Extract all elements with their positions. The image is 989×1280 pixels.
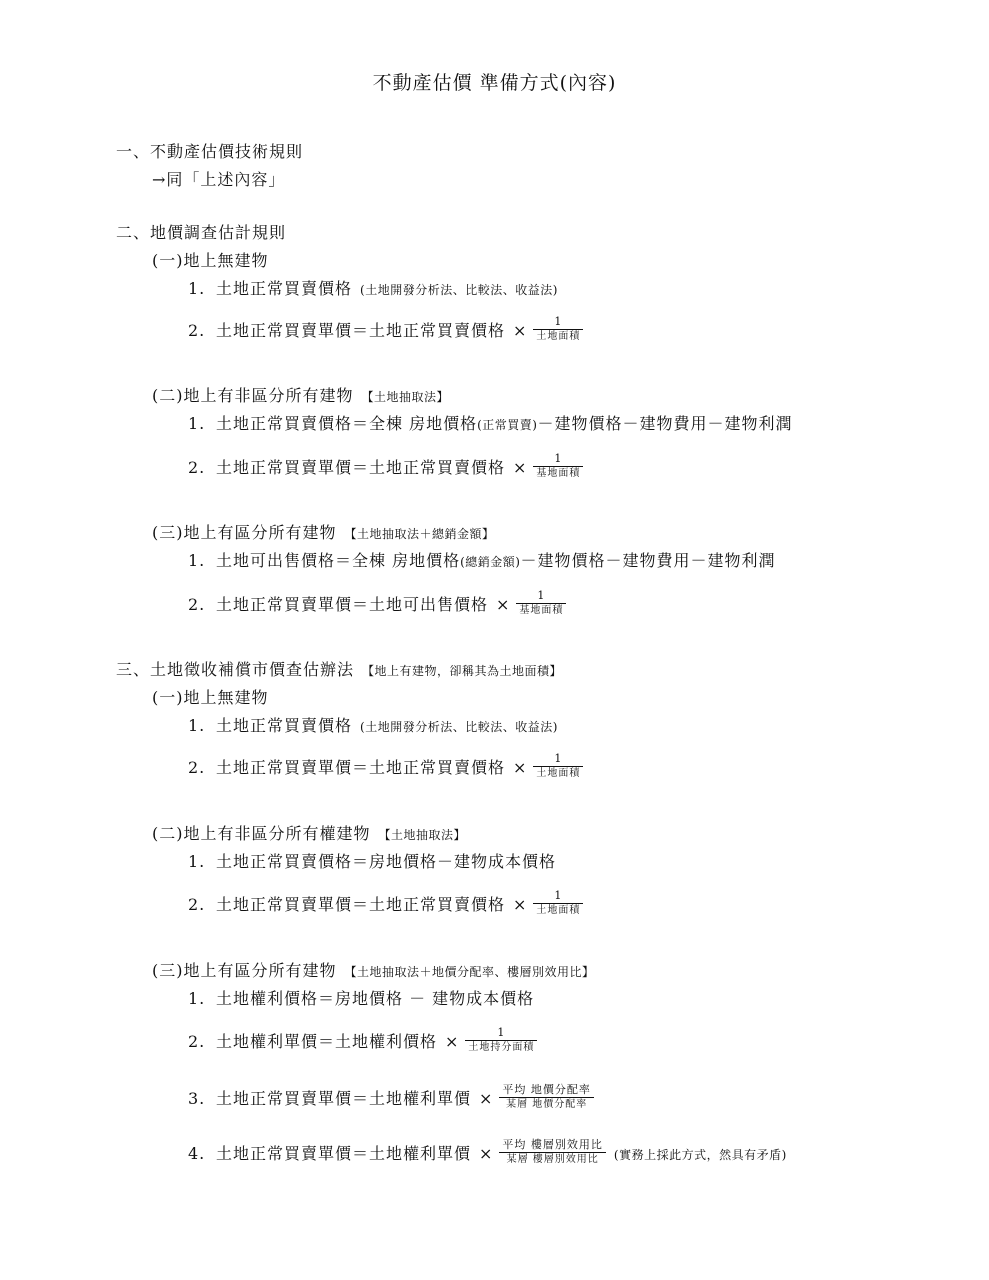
- fraction-denominator: 某層 樓層別效用比: [506, 1154, 599, 1165]
- section-3c-item-4: [188, 1140, 787, 1169]
- section-3a-heading: (一)地上無建物: [152, 688, 269, 707]
- heading-tag: 【土地抽取法】: [361, 390, 450, 404]
- item-text: 土地正常買賣單價＝土地正常買賣價格: [216, 758, 506, 777]
- section-2c-item-1: [188, 551, 775, 572]
- fraction: [465, 1026, 537, 1055]
- heading-text: (二)地上有非區分所有建物: [152, 386, 354, 405]
- section-1-heading: 一、不動產估價技術規則: [116, 142, 304, 161]
- section-3-heading: [116, 660, 562, 681]
- section-2b-heading: [152, 386, 449, 407]
- heading-text: 三、土地徵收補償市價查估辦法: [116, 660, 355, 679]
- item-number: 1.: [188, 716, 206, 735]
- section-2a-item-1: [188, 279, 558, 300]
- fraction: [499, 1083, 594, 1112]
- item-text-continued: －建物價格－建物費用－建物利潤: [520, 551, 776, 570]
- item-note: (總銷金額): [460, 555, 521, 569]
- fraction-numerator: 平均 地價分配率: [499, 1083, 594, 1098]
- item-note: (實務上採此方式，然具有矛盾): [613, 1148, 787, 1162]
- times-sign: ×: [479, 1144, 494, 1163]
- fraction-numerator: 1: [533, 889, 583, 904]
- item-text: 土地正常買賣單價＝土地權利單價: [216, 1144, 472, 1163]
- fraction: [516, 589, 566, 618]
- times-sign: ×: [496, 595, 511, 614]
- item-text: 土地正常買賣單價＝土地正常買賣價格: [216, 895, 506, 914]
- fraction-numerator: 1: [516, 589, 566, 604]
- fraction: [533, 752, 583, 781]
- item-number: 2.: [188, 758, 206, 777]
- section-3b-item-1: [188, 852, 556, 872]
- section-2a-item-2: [188, 317, 583, 346]
- fraction: [533, 889, 583, 918]
- item-number: 3.: [188, 1089, 206, 1108]
- fraction-denominator: 土地面積: [536, 905, 581, 916]
- fraction: [533, 315, 583, 344]
- section-2b-item-2: [188, 454, 583, 483]
- times-sign: ×: [513, 895, 528, 914]
- fraction: [533, 452, 583, 481]
- item-number: 1.: [188, 414, 206, 433]
- section-3b-heading: [152, 824, 466, 845]
- heading-tag: 【土地抽取法】: [378, 828, 467, 842]
- item-text: 土地權利價格＝房地價格 － 建物成本價格: [216, 989, 535, 1008]
- section-3c-heading: [152, 961, 595, 982]
- item-number: 2.: [188, 458, 206, 477]
- section-3c-item-3: [188, 1085, 594, 1114]
- fraction: [499, 1138, 606, 1167]
- fraction-numerator: 1: [533, 752, 583, 767]
- fraction-denominator: 基地面積: [536, 468, 581, 479]
- section-3c-item-2: [188, 1028, 537, 1057]
- item-text: 土地可出售價格＝全棟 房地價格: [216, 551, 461, 570]
- heading-tag: 【地上有建物，卻稱其為土地面積】: [362, 664, 563, 678]
- item-number: 4.: [188, 1144, 206, 1163]
- item-text: 土地正常買賣價格＝全棟 房地價格: [216, 414, 478, 433]
- section-3a-item-2: [188, 754, 583, 783]
- section-2c-heading: [152, 523, 495, 544]
- item-text: 土地正常買賣單價＝土地正常買賣價格: [216, 321, 506, 340]
- item-note: (正常買賣): [477, 418, 538, 432]
- item-text-continued: －建物價格－建物費用－建物利潤: [537, 414, 793, 433]
- item-note: (土地開發分析法、比較法、收益法): [360, 283, 558, 297]
- fraction-denominator: 土地面積: [536, 331, 581, 342]
- item-text: 土地正常買賣價格: [216, 716, 353, 735]
- item-note: (土地開發分析法、比較法、收益法): [360, 720, 558, 734]
- item-text: 土地正常買賣單價＝土地權利單價: [216, 1089, 472, 1108]
- item-number: 1.: [188, 551, 206, 570]
- heading-tag: 【土地抽取法＋總銷金額】: [344, 527, 495, 541]
- section-3a-item-1: [188, 716, 558, 737]
- heading-text: (三)地上有區分所有建物: [152, 961, 337, 980]
- item-number: 1.: [188, 852, 206, 871]
- fraction-denominator: 土地持分面積: [468, 1042, 535, 1053]
- section-3b-item-2: [188, 891, 583, 920]
- page-title: 不動產估價 準備方式(內容): [372, 72, 617, 94]
- section-2a-heading: (一)地上無建物: [152, 251, 269, 270]
- fraction-numerator: 1: [533, 315, 583, 330]
- fraction-denominator: 某層 地價分配率: [506, 1099, 588, 1110]
- heading-text: (三)地上有區分所有建物: [152, 523, 337, 542]
- times-sign: ×: [513, 321, 528, 340]
- section-3c-item-1: [188, 989, 534, 1009]
- item-text: 土地正常買賣價格＝房地價格－建物成本價格: [216, 852, 557, 871]
- fraction-denominator: 基地面積: [519, 605, 564, 616]
- fraction-denominator: 土地面積: [536, 768, 581, 779]
- times-sign: ×: [513, 458, 528, 477]
- times-sign: ×: [513, 758, 528, 777]
- section-2b-item-1: [188, 414, 792, 435]
- item-number: 1.: [188, 989, 206, 1008]
- item-text: 土地正常買賣單價＝土地正常買賣價格: [216, 458, 506, 477]
- fraction-numerator: 平均 樓層別效用比: [499, 1138, 606, 1153]
- fraction-numerator: 1: [533, 452, 583, 467]
- section-2-heading: 二、地價調查估計規則: [116, 223, 287, 242]
- item-number: 2.: [188, 895, 206, 914]
- heading-tag: 【土地抽取法＋地價分配率、樓層別效用比】: [344, 965, 595, 979]
- section-2c-item-2: [188, 591, 566, 620]
- item-text: 土地正常買賣單價＝土地可出售價格: [216, 595, 489, 614]
- item-text: 土地權利單價＝土地權利價格: [216, 1032, 438, 1051]
- section-1-reference: →同「上述內容」: [152, 170, 286, 189]
- item-number: 2.: [188, 1032, 206, 1051]
- item-number: 1.: [188, 279, 206, 298]
- times-sign: ×: [445, 1032, 460, 1051]
- fraction-numerator: 1: [465, 1026, 537, 1041]
- item-text: 土地正常買賣價格: [216, 279, 353, 298]
- item-number: 2.: [188, 321, 206, 340]
- item-number: 2.: [188, 595, 206, 614]
- heading-text: (二)地上有非區分所有權建物: [152, 824, 371, 843]
- times-sign: ×: [479, 1089, 494, 1108]
